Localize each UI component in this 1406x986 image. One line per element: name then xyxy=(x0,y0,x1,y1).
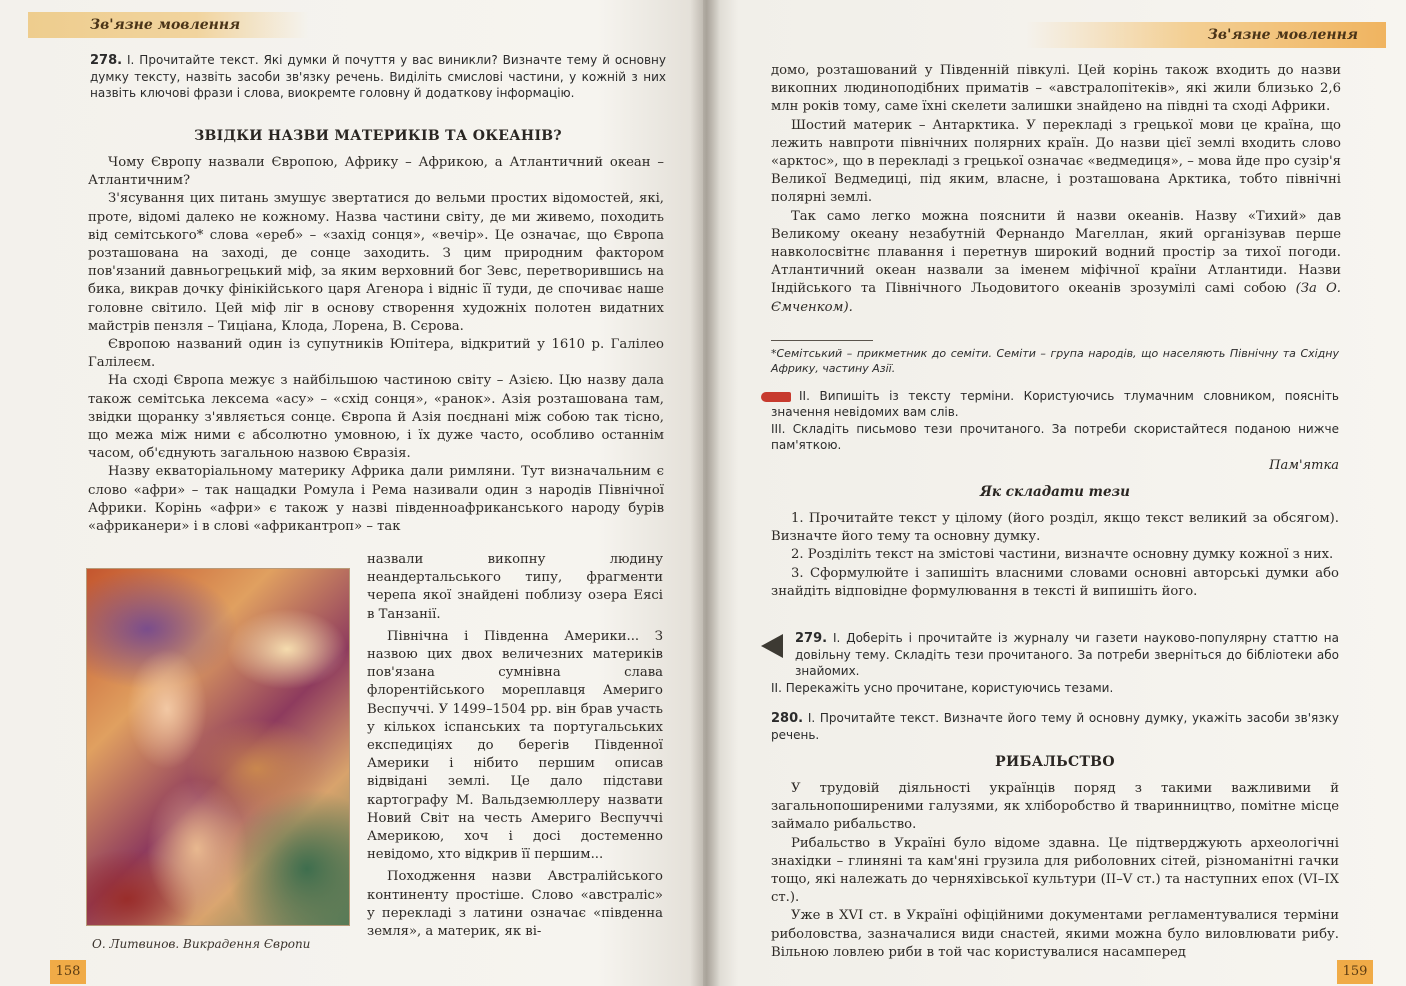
source-attribution: (За О. Ємченком). xyxy=(771,281,1341,315)
exercise-number: 279. xyxy=(795,631,828,646)
article-body xyxy=(771,780,1339,962)
paragraph xyxy=(771,208,1341,317)
instruction-text: І. Прочитайте текст. Визначте його тему й основну думку, укажіть засоби зв'язку речень. xyxy=(771,711,1339,742)
memo-label: Пам'ятка xyxy=(1269,458,1339,473)
exercise-number: 278. xyxy=(90,53,123,68)
speaker-icon xyxy=(761,634,783,658)
page-number: 158 xyxy=(50,960,86,984)
running-header: Зв'язне мовлення xyxy=(28,12,308,38)
book-spine-shadow xyxy=(690,0,720,986)
paragraph: Чому Європу назвали Європою, Африку – Африкою, а Атлантичний океан – Атлантичним? xyxy=(88,155,664,189)
picture-caption: О. Литвинов. Викрадення Європи xyxy=(92,937,311,951)
exercise-279 xyxy=(795,630,1339,679)
article-body xyxy=(88,154,664,536)
memo-step: 2. Розділіть текст на змістові частини, визначте основну думку кожної з них. xyxy=(791,547,1334,563)
paragraph: Походження назви Австралійського континенту простіше. Слово «австраліс» у перекладі з латини означає «південна земля», а материк, як ві- xyxy=(367,869,663,940)
memo-title: Як складати тези xyxy=(980,484,1130,500)
article-title: ЗВІДКИ НАЗВИ МАТЕРИКІВ ТА ОКЕАНІВ? xyxy=(194,128,562,144)
paragraph-text: Так само легко можна пояснити й назви океанів. Назву «Тихий» дав Великому океану незабутній Фернандо Магеллан, який організував перше навколосвітнє плавання і перетнув широкий водний простір за тихої погоди. Атлантичний океан назвали за іменем міфічної країни Атлантиди. Назви Індійського та Північного Льодовитого океанів зрозумілі самі собою xyxy=(771,208,1341,297)
paragraph: На сході Європа межує з найбільшою частиною світу – Азією. Цю назву дала також семітська лексема «асу» – «схід сонця», «ранок». Азія розташована там, звідки щоранку з'являється сонце. Європа й Азія поєднані між собою так тісно, що межа між ними є абсолютно умовною, і їх дуже часто, особливо останнім часом, об'єднують загальною назвою Євразія. xyxy=(88,373,664,462)
paragraph: Шостий материк – Антарктика. У перекладі з грецької мови це країна, що лежить навпроти північних полярних країн. До назви цієї землі входить слово «арктос», що в перекладі з грецької означає «ведмедиця», – мова йде про сузір'я Великої Ведмедиці, під яким, власне, і розташована Арктика, тобто північні полярні землі. xyxy=(771,117,1341,206)
article-title: РИБАЛЬСТВО xyxy=(995,754,1115,770)
painting-europa-abduction xyxy=(86,568,350,926)
paragraph: домо, розташований у Південній півкулі. Цей корінь також входить до назви викопних людиноподібних приматів – «австралопітеків», які жили близько 2,6 млн років тому, саме їхні скелети залишки знайдено на півдні та сході Африки. xyxy=(771,63,1341,115)
paragraph: З'ясування цих питань змушує звертатися до вельми простих відомостей, які, проте, відомі далеко не кожному. Назва частини світу, де ми живемо, походить від семітського* слова «ереб» – «захід сонця», «вечір». Це означає, що Європа розташована на заході, де сонце заходить. З цим природним фактором пов'язаний давньогрецький міф, за яким верховний бог Зевс, перетворившись на бика, викрав дочку фінікійського царя Агенора і відніс її туди, де спочиває наше головне світило. Цей міф ліг в основу створення художніх полотен видатних майстрів пензля – Тиціана, Клода, Лорена, В. Сєрова. xyxy=(88,191,664,334)
paragraph: Уже в XVI ст. в Україні офіційними документами регламентувалися терміни риболовства, зазначалися види снастей, якими можна було виловлювати рибу. Вільною ловлею риби в той час користувалися насамперед xyxy=(771,908,1339,960)
exercise-279-task-2: ІІ. Перекажіть усно прочитане, користуючись тезами. xyxy=(771,681,1114,695)
instruction-text: І. Прочитайте текст. Які думки й почуття у вас виникли? Визначте тему й основну думку тексту, назвіть засоби зв'язку речень. Виділіть смислові частини, у кожній з них назвіть ключові фрази і слова, виокремте головну й додаткову інформацію. xyxy=(90,53,666,100)
paragraph: Європою названий один із супутників Юпітера, відкритий у 1610 р. Галілео Галілеєм. xyxy=(88,337,664,371)
paragraph: назвали викопну людину неандертальського типу, фрагменти черепа якої знайдені поблизу озера Еясі в Танзанії. xyxy=(367,552,663,622)
running-header: Зв'язне мовлення xyxy=(1026,22,1386,48)
article-column xyxy=(367,551,663,941)
footnote: *Семітський – прикметник до семіти. Семіти – група народів, що населяють Північну та Східну Африку, частину Азії. xyxy=(771,347,1339,375)
paragraph: Рибальство в Україні було відоме здавна. Це підтверджують археологічні знахідки – глиняні та кам'яні грузила для риболовних сітей, різноманітні гачки тощо, які належать до черняхівської культури (ІІ–V ст.) та наступних епох (VІ–ІХ ст.). xyxy=(771,835,1339,906)
exercise-278-instruction xyxy=(90,52,666,101)
task-2: ІІ. Випишіть із тексту терміни. Користуючись тлумачним словником, поясніть значення невідомих вам слів. xyxy=(771,389,1339,419)
paragraph: Назву екваторіальному материку Африка дали римляни. Тут визначальним є слово «афри» – так нащадки Ромула і Рема називали один з народів Північної Африки. Корінь «афри» є також у назві південноафриканського народу бурів «африканери» і в слові «африкантроп» – так xyxy=(88,464,664,535)
memo-steps xyxy=(771,510,1339,601)
page-number: 159 xyxy=(1337,960,1373,984)
right-page xyxy=(703,0,1406,986)
article-continuation xyxy=(771,62,1341,317)
exercise-number: 280. xyxy=(771,711,804,726)
memo-step: 3. Сформулюйте і запишіть власними словами основні авторські думки або знайдіть відповідне формулювання в тексті й випишіть його. xyxy=(771,565,1339,599)
task-3: ІІІ. Складіть письмово тези прочитаного. За потреби скористайтеся поданою нижче пам'яткою. xyxy=(771,422,1339,452)
footnote-divider xyxy=(771,340,873,341)
paragraph: У трудовій діяльності українців поряд з такими важливими й загальнопоширеними галузями, як хліборобство й тваринництво, помітне місце займало рибальство. xyxy=(771,781,1339,833)
exercise-280-instruction xyxy=(771,710,1339,743)
paragraph: Північна і Південна Америки... З назвою цих двох величезних материків пов'язана сумнівна слава флорентійського мореплавця Америго Веспуччі. У 1499–1504 рр. він брав участь у кількох іспанських та португальських експедиціях до берегів Південної Америки і нібито першим описав відвідані землі. Це дало підстави картографу М. Вальдземюллеру назвати Новий Світ на честь Америго Веспуччі Америкою, хоч і досі достеменно невідомо, хто відкрив її першим... xyxy=(367,628,663,863)
task-text: І. Доберіть і прочитайте із журналу чи газети науково-популярну статтю на довільну тему. Складіть тези прочитаного. За потреби зверніться до бібліотеки або знайомих. xyxy=(795,631,1339,678)
memo-step: 1. Прочитайте текст у цілому (його розділ, якщо текст великий за обсягом). Визначте його тему та основну думку. xyxy=(771,511,1339,545)
